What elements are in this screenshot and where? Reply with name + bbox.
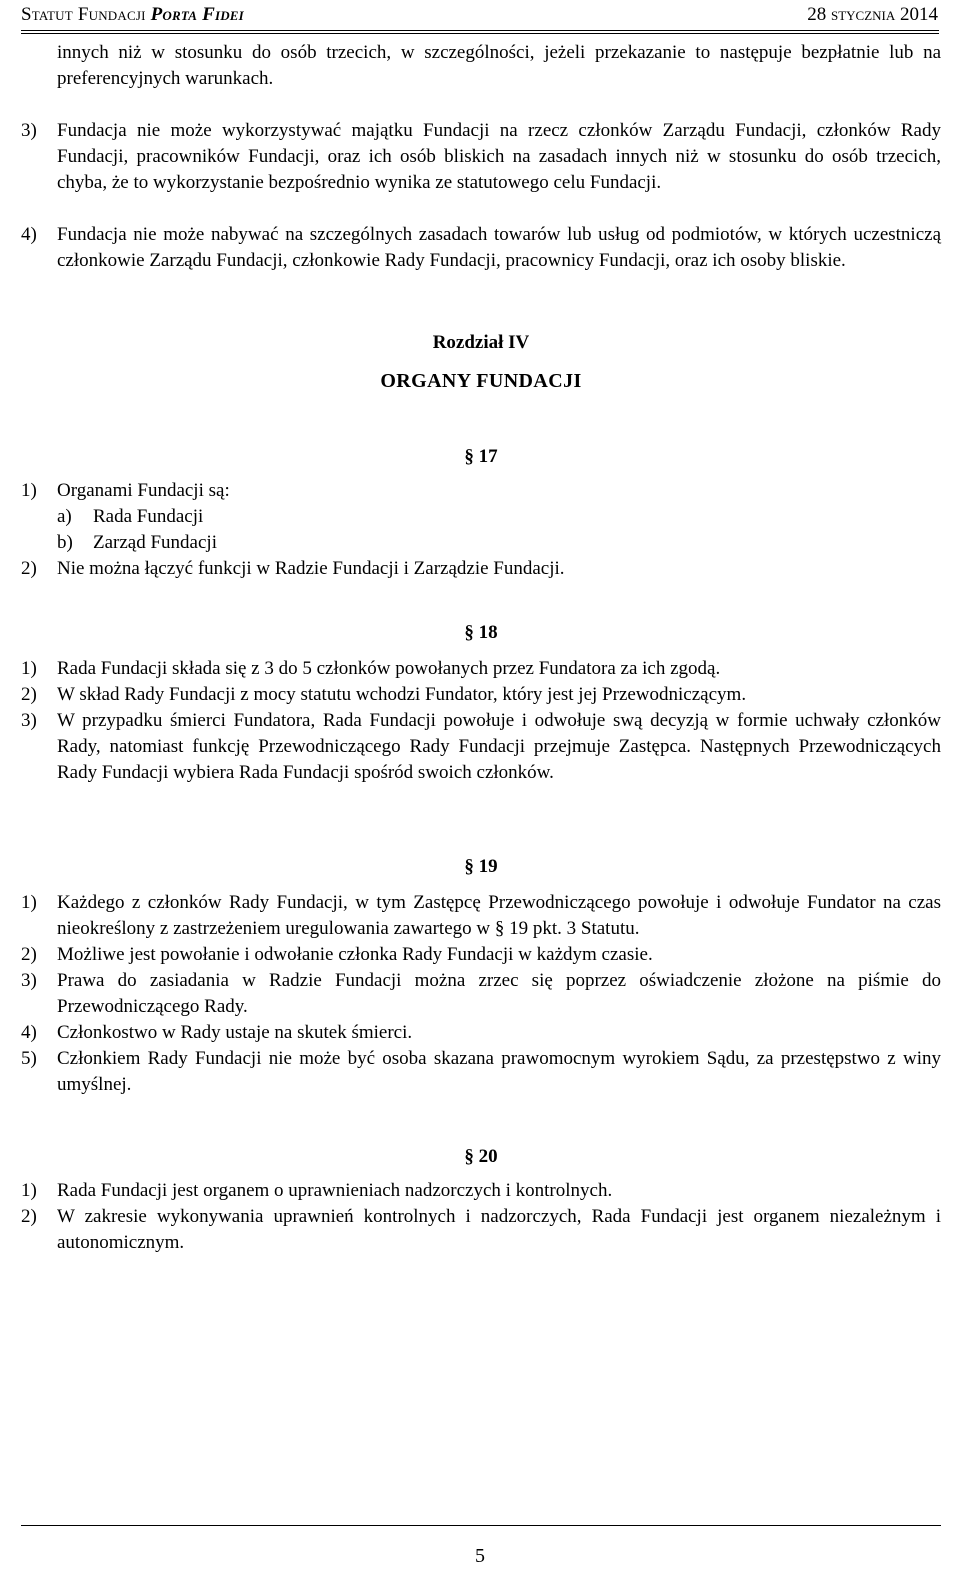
page-header bbox=[0, 0, 960, 32]
item-text: Zarząd Fundacji bbox=[93, 532, 217, 553]
list-item bbox=[21, 478, 941, 504]
page-body bbox=[21, 40, 941, 1256]
item-number: a) bbox=[57, 506, 72, 527]
item-text: W skład Rady Fundacji z mocy statutu wchodzi Fundator, który jest jej Przewodniczącym. bbox=[57, 684, 747, 705]
list-item bbox=[21, 682, 941, 708]
item-text: Organami Fundacji są: bbox=[57, 480, 230, 501]
list-item bbox=[21, 968, 941, 1020]
item-number: 2) bbox=[21, 1206, 37, 1227]
list-item bbox=[21, 656, 941, 682]
chapter-title: ORGANY FUNDACJI bbox=[380, 370, 582, 392]
document-title-brand: Porta Fidei bbox=[150, 4, 244, 25]
section-mark: § 19 bbox=[464, 856, 498, 877]
item-number: 4) bbox=[21, 1022, 37, 1043]
item-text: Każdego z członków Rady Fundacji, w tym Zastępcę Przewodniczącego powołuje i odwołuje Fundator na czas nieokreślony z zastrzeżeniem uregulowania zawartego w § 19 pkt. 3 Statutu. bbox=[57, 892, 941, 939]
item-text: W zakresie wykonywania uprawnień kontrolnych i nadzorczych, Rada Fundacji jest organem niezależnym i autonomicznym. bbox=[57, 1206, 941, 1253]
list-item bbox=[21, 1020, 941, 1046]
item-text: Nie można łączyć funkcji w Radzie Fundacji i Zarządzie Fundacji. bbox=[57, 558, 565, 579]
item-number: 1) bbox=[21, 1180, 37, 1201]
item-number: b) bbox=[57, 532, 73, 553]
item-number: 5) bbox=[21, 1048, 37, 1069]
item-number: 4) bbox=[21, 224, 37, 245]
section-mark: § 18 bbox=[464, 622, 498, 643]
list-item bbox=[21, 556, 941, 582]
list-item bbox=[21, 708, 941, 786]
page-number: 5 bbox=[475, 1545, 485, 1567]
item-number: 2) bbox=[21, 684, 37, 705]
item-text: Rada Fundacji jest organem o uprawnieniach nadzorczych i kontrolnych. bbox=[57, 1180, 613, 1201]
list-item bbox=[21, 1204, 941, 1256]
document-title bbox=[21, 4, 244, 26]
sub-list-item bbox=[21, 530, 941, 556]
document-title-prefix: Statut Fundacji bbox=[21, 4, 146, 25]
chapter-number: Rozdział IV bbox=[432, 332, 530, 353]
section-mark: § 17 bbox=[464, 446, 498, 467]
item-text: W przypadku śmierci Fundatora, Rada Fundacji powołuje i odwołuje swą decyzją w formie uchwały członków Rady, natomiast funkcję Przewodniczącego Rady Fundacji przejmuje Zastępca. Następnych Przewodniczących Rady Fundacji wybiera Rada Fundacji spośród swoich członków. bbox=[57, 710, 941, 783]
document-date: 28 stycznia 2014 bbox=[807, 4, 938, 25]
item-text: Członkostwo w Rady ustaje na skutek śmierci. bbox=[57, 1022, 413, 1043]
item-number: 1) bbox=[21, 480, 37, 501]
item-number: 2) bbox=[21, 558, 37, 579]
header-rule bbox=[21, 30, 939, 34]
item-number: 1) bbox=[21, 658, 37, 679]
item-text: Fundacja nie może wykorzystywać majątku Fundacji na rzecz członków Zarządu Fundacji, członków Rady Fundacji, pracowników Fundacji, oraz ich osób bliskich na zasadach innych niż w stosunku do osób trzecich, chyba, że to wykorzystanie bezpośrednio wynika ze statutowego celu Fundacji. bbox=[57, 120, 941, 193]
item-number: 3) bbox=[21, 120, 37, 141]
item-text: Prawa do zasiadania w Radzie Fundacji można zrzec się poprzez oświadczenie złożone na piśmie do Przewodniczącego Rady. bbox=[57, 970, 941, 1017]
item-number: 1) bbox=[21, 892, 37, 913]
item-text: Możliwe jest powołanie i odwołanie członka Rady Fundacji w każdym czasie. bbox=[57, 944, 653, 965]
item-text: Członkiem Rady Fundacji nie może być osoba skazana prawomocnym wyrokiem Sądu, za przestępstwo z winy umyślnej. bbox=[57, 1048, 941, 1095]
list-item bbox=[21, 1178, 941, 1204]
item-number: 3) bbox=[21, 970, 37, 991]
section-mark: § 20 bbox=[464, 1146, 498, 1167]
footer-rule bbox=[21, 1525, 941, 1526]
item-text: Rada Fundacji składa się z 3 do 5 członków powołanych przez Fundatora za ich zgodą. bbox=[57, 658, 721, 679]
item-number: 2) bbox=[21, 944, 37, 965]
sub-list-item bbox=[21, 504, 941, 530]
item-text: Rada Fundacji bbox=[93, 506, 204, 527]
list-item bbox=[21, 890, 941, 942]
continuation-paragraph: innych niż w stosunku do osób trzecich, w szczególności, jeżeli przekazanie to następuje bezpłatnie lub na preferencyjnych warunkach. bbox=[57, 42, 941, 89]
item-text: Fundacja nie może nabywać na szczególnych zasadach towarów lub usług od podmiotów, w których uczestniczą członkowie Zarządu Fundacji, członkowie Rady Fundacji, pracownicy Fundacji, oraz ich osoby bliskie. bbox=[57, 224, 941, 271]
list-item bbox=[21, 222, 941, 274]
list-item bbox=[21, 1046, 941, 1098]
list-item bbox=[21, 942, 941, 968]
item-number: 3) bbox=[21, 710, 37, 731]
list-item bbox=[21, 118, 941, 196]
